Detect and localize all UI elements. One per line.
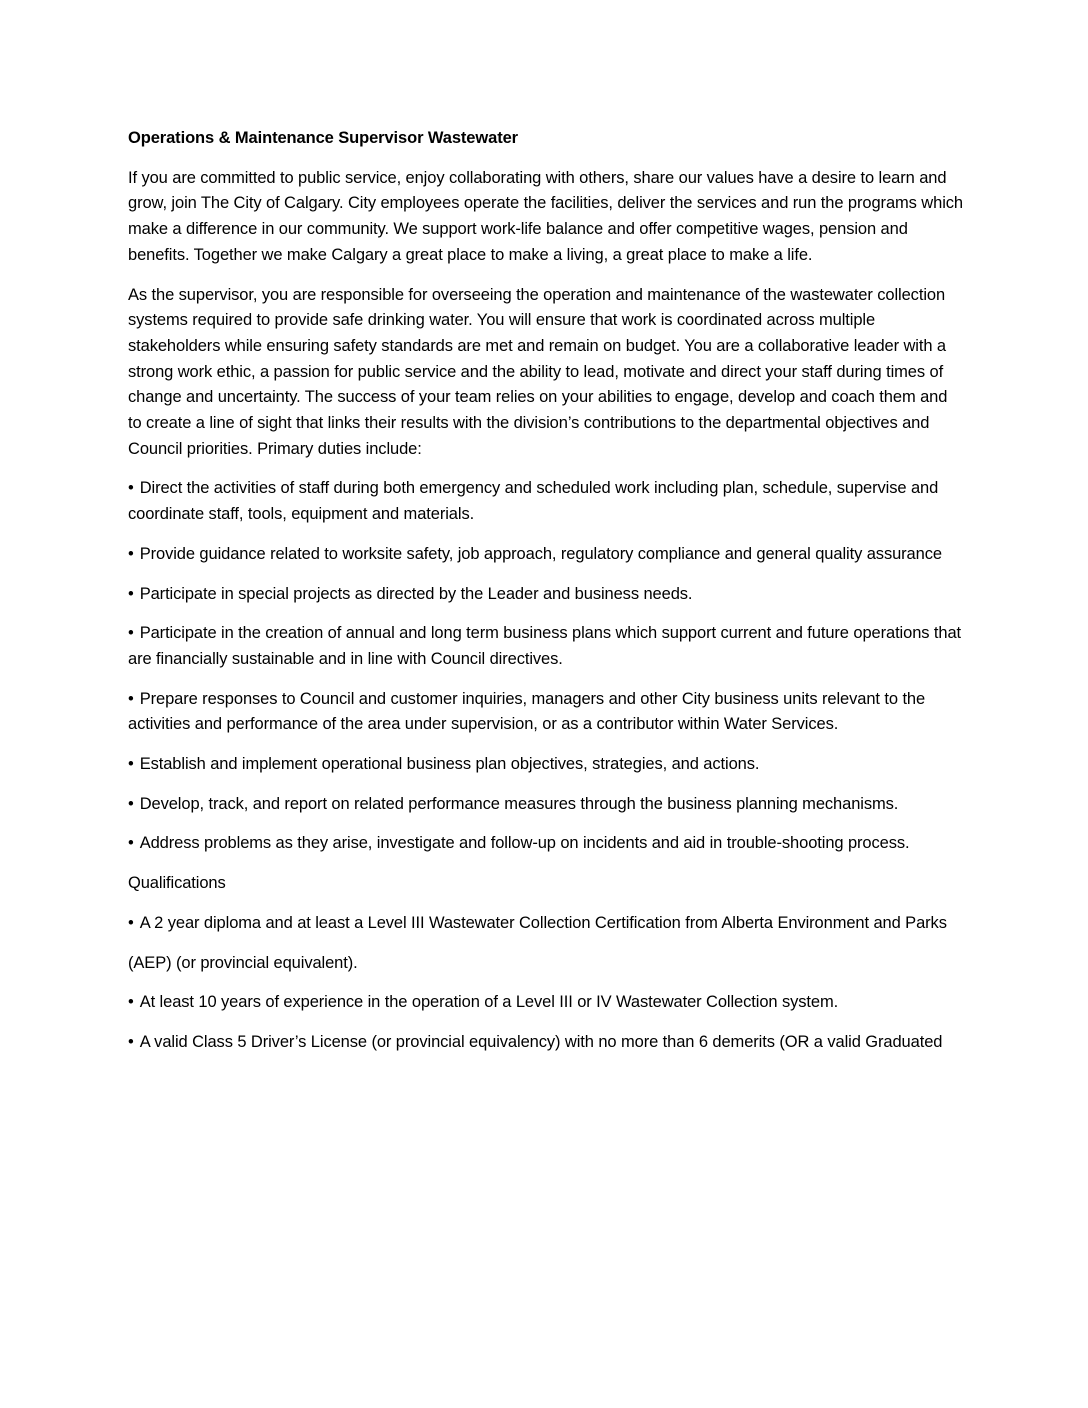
qualification-item xyxy=(128,990,964,1016)
duty-item xyxy=(128,687,964,738)
duty-item xyxy=(128,582,964,608)
duty-item xyxy=(128,831,964,857)
duty-text: Prepare responses to Council and customer inquiries, managers and other City business units relevant to the activities and performance of the area under supervision, or as a contributor within Water Services. xyxy=(128,689,926,734)
qualification-text: At least 10 years of experience in the operation of a Level III or IV Wastewater Collection system. xyxy=(139,993,839,1012)
bullet-icon: • xyxy=(128,993,134,1012)
role-paragraph: As the supervisor, you are responsible for overseeing the operation and maintenance of the wastewater collection systems required to provide safe drinking water. You will ensure that work is coordinated across multiple stakeholders while ensuring safety standards are met and remain on budget. You are a collaborative leader with a strong work ethic, a passion for public service and the ability to lead, motivate and direct your staff during times of change and uncertainty. The success of your team relies on your abilities to engage, develop and coach them and to create a line of sight that links their results with the division’s contributions to the departmental objectives and Council priorities. Primary duties include: xyxy=(128,285,948,458)
duty-item xyxy=(128,752,964,778)
duty-text: Participate in special projects as directed by the Leader and business needs. xyxy=(139,584,693,603)
qualifications-heading: Qualifications xyxy=(128,874,226,893)
bullet-icon: • xyxy=(128,544,134,563)
duty-text: Participate in the creation of annual and long term business plans which support current and future operations that are financially sustainable and in line with Council directives. xyxy=(128,624,962,668)
duty-item xyxy=(128,476,964,527)
bullet-icon: • xyxy=(128,755,134,774)
duty-item xyxy=(128,792,964,818)
duty-text: Direct the activities of staff during both emergency and scheduled work including plan, schedule, supervise and coordinate staff, tools, equipment and materials. xyxy=(128,479,939,524)
document-body xyxy=(128,126,964,1070)
document-title: Operations & Maintenance Supervisor Wastewater xyxy=(128,129,518,147)
bullet-icon: • xyxy=(128,624,134,643)
duty-text: Develop, track, and report on related performance measures through the business planning mechanisms. xyxy=(139,794,899,813)
qualification-text: A 2 year diploma and at least a Level III Wastewater Collection Certification from Alberta Environment and Parks xyxy=(139,913,947,932)
qualification-continuation: (AEP) (or provincial equivalent). xyxy=(128,953,358,972)
duty-text: Establish and implement operational business plan objectives, strategies, and actions. xyxy=(139,755,760,774)
duty-text: Address problems as they arise, investigate and follow-up on incidents and aid in trouble-shooting process. xyxy=(139,834,910,853)
bullet-icon: • xyxy=(128,479,134,498)
bullet-icon: • xyxy=(128,913,134,932)
bullet-icon: • xyxy=(128,689,134,708)
bullet-icon: • xyxy=(128,794,134,813)
qualification-item xyxy=(128,1030,964,1056)
duty-item xyxy=(128,621,964,672)
qualification-item xyxy=(128,911,964,937)
qualification-text: A valid Class 5 Driver’s License (or provincial equivalency) with no more than 6 demerits (OR a valid Graduated xyxy=(139,1032,943,1051)
duty-item xyxy=(128,542,964,568)
bullet-icon: • xyxy=(128,584,134,603)
bullet-icon: • xyxy=(128,1032,134,1051)
bullet-icon: • xyxy=(128,834,134,853)
duty-text: Provide guidance related to worksite safety, job approach, regulatory compliance and general quality assurance xyxy=(139,544,942,563)
intro-paragraph: If you are committed to public service, enjoy collaborating with others, share our values have a desire to learn and grow, join The City of Calgary. City employees operate the facilities, deliver the services and run the programs which make a difference in our community. We support work-life balance and offer competitive wages, pension and benefits. Together we make Calgary a great place to make a living, a great place to make a life. xyxy=(128,168,963,264)
